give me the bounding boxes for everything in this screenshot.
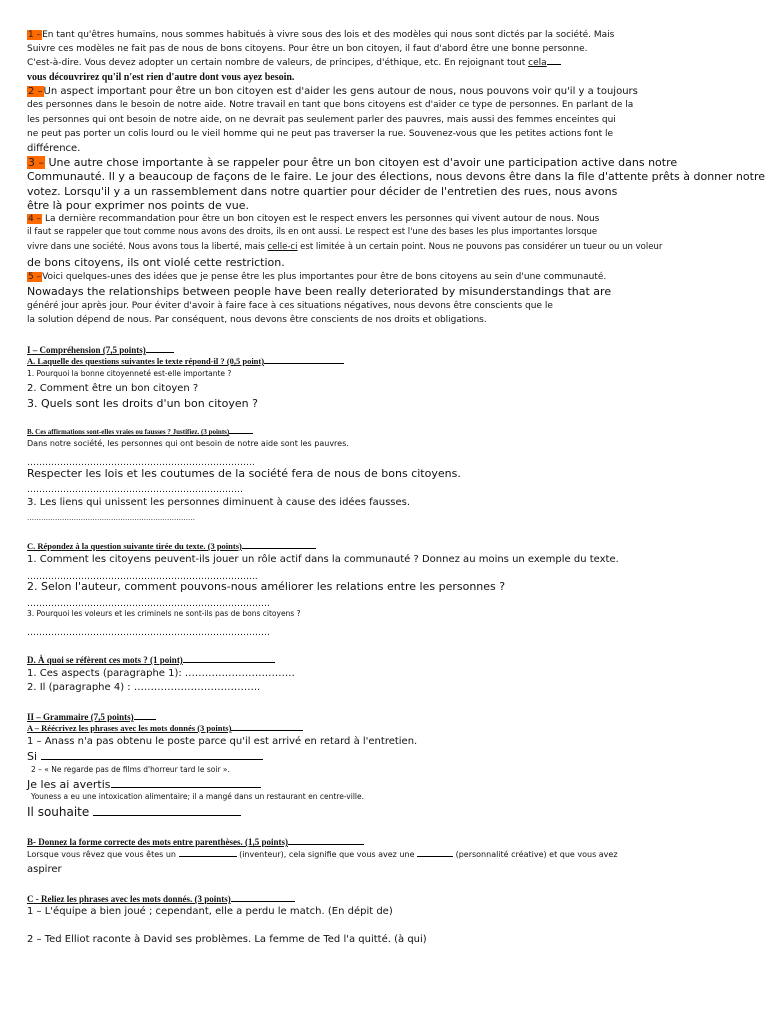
statement-b2: Respecter les lois et les coutumes de la société fera de nous de bons citoyens. bbox=[27, 467, 461, 480]
answer-blank[interactable] bbox=[93, 815, 241, 816]
link-sentence-1: 1 – L'équipe a bien joué ; cependant, elle a perdu le match. (En dépit de) bbox=[27, 906, 393, 917]
sentence-2a3: Youness a eu une intoxication alimentaire; il a mangé dans un restaurant en centre-ville. bbox=[31, 792, 364, 801]
reference-item-2: 2. Il (paragraphe 4) : ……………………………….. bbox=[27, 682, 261, 693]
paragraph-2-line-4: ne peut pas porter un colis lourd ou le vieil homme qui ne peut pas traverser la rue. Souvenez-vous que les petites actions font le bbox=[27, 129, 614, 139]
section-heading-comprehension: I – Compréhension (7,5 points) bbox=[27, 345, 174, 355]
rewrite-line-3: Il souhaite bbox=[27, 806, 241, 820]
subsection-heading-2a: A – Réécrivez les phrases avec les mots donnés (3 points) bbox=[27, 724, 303, 734]
answer-line-b2: ……………………………………………………………… bbox=[27, 485, 243, 495]
paragraph-5-line-3: généré jour après jour. Pour éviter d'avoir à faire face à ces situations négatives, nous devons être conscients que le bbox=[27, 301, 553, 311]
answer-line-c3: ……………………………………………………………………… bbox=[27, 628, 270, 638]
question-c2: 2. Selon l'auteur, comment pouvons-nous améliorer les relations entre les personnes ? bbox=[27, 580, 506, 593]
section-heading-grammar: II – Grammaire (7,5 points) bbox=[27, 712, 156, 722]
paragraph-4-line-4: de bons citoyens, ils ont violé cette restriction. bbox=[27, 256, 285, 269]
paragraph-2-line-5: différence. bbox=[27, 143, 81, 154]
answer-blank[interactable] bbox=[111, 787, 261, 788]
paragraph-number: 5 – bbox=[28, 272, 42, 282]
subsection-heading-b: B. Ces affirmations sont-elles vraies ou fausses ? Justifiez. (3 points) bbox=[27, 428, 253, 436]
paragraph-5-line-4: la solution dépend de nous. Par conséquent, nous devons être conscients de nos droits et obligations. bbox=[27, 315, 487, 325]
subsection-heading-a: A. Laquelle des questions suivantes le texte répond-il ? (0,5 point) bbox=[27, 357, 344, 367]
paragraph-1-line-4: vous découvrirez qu'il n'est rien d'autre dont vous ayez besoin. bbox=[27, 72, 295, 83]
answer-blank[interactable] bbox=[179, 856, 237, 857]
paragraph-4-line-2: il faut se rappeler que tout comme nous avons des droits, ils en ont aussi. Le respect est l'une des bases les plus importantes lorsque bbox=[27, 227, 598, 237]
question-c1: 1. Comment les citoyens peuvent-ils jouer un rôle actif dans la communauté ? Donnez au moins un exemple du texte. bbox=[27, 554, 619, 565]
answer-blank[interactable] bbox=[41, 759, 263, 760]
paragraph-1-line-2: Suivre ces modèles ne fait pas de nous de bons citoyens. Pour être un bon citoyen, il faut d'abord être une bonne personne. bbox=[27, 44, 588, 54]
answer-line-c2: ……………………………………………………………………… bbox=[27, 599, 270, 609]
statement-b3: 3. Les liens qui unissent les personnes diminuent à cause des idées fausses. bbox=[27, 497, 411, 508]
paragraph-2-line-3: les personnes qui ont besoin de notre aide, on ne devrait pas seulement parler des pauvres, mais aussi des femmes enceintes qui bbox=[27, 115, 616, 125]
word-form-sentence: Lorsque vous rêvez que vous êtes un (inventeur), cela signifie que vous avez une (personnalité créative) et que vous avez bbox=[27, 850, 618, 859]
paragraph-number: 4 – bbox=[28, 214, 42, 224]
subsection-heading-2c: C - Reliez les phrases avec les mots donnés. (3 points) bbox=[27, 894, 295, 904]
paragraph-2-line-1: 2 –Un aspect important pour être un bon citoyen est d'aider les gens autour de nous, nous pouvons voir qu'il y a toujours bbox=[28, 86, 638, 97]
question-c3: 3. Pourquoi les voleurs et les criminels ne sont-ils pas de bons citoyens ? bbox=[27, 609, 301, 618]
answer-line-b1: …………………………………………………………………. bbox=[27, 458, 255, 468]
sentence-2a1: 1 – Anass n'a pas obtenu le poste parce qu'il est arrivé en retard à l'entretien. bbox=[27, 736, 418, 747]
answer-blank[interactable] bbox=[417, 856, 453, 857]
question-a3: 3. Quels sont les droits d'un bon citoyen ? bbox=[27, 397, 258, 410]
paragraph-number: 2 – bbox=[28, 86, 43, 97]
paragraph-2-line-2: des personnes dans le besoin de notre aide. Notre travail en tant que bons citoyens est d'aider ce type de personnes. En parlant de la bbox=[27, 100, 634, 110]
paragraph-5-line-2: Nowadays the relationships between people have been really deteriorated by misunderstandings that are bbox=[27, 285, 612, 298]
rewrite-line-1: Si bbox=[27, 751, 263, 764]
underlined-word-celle-ci: celle-ci bbox=[267, 242, 298, 252]
reference-item-1: 1. Ces aspects (paragraphe 1): …………………………… bbox=[27, 668, 295, 679]
paragraph-3-line-2: Communauté. Il y a beaucoup de façons de le faire. Le jour des élections, nous devons être dans la file d'attente prêts à donner notre bbox=[27, 170, 765, 183]
answer-line-b3: ……………………………………………………………… bbox=[27, 514, 195, 522]
paragraph-3-line-4: être là pour exprimer nos points de vue. bbox=[27, 199, 249, 212]
word-form-sentence-end: aspirer bbox=[27, 864, 62, 875]
question-a1: 1. Pourquoi la bonne citoyenneté est-elle importante ? bbox=[27, 369, 232, 378]
paragraph-3-line-1: 3 – Une autre chose importante à se rappeler pour être un bon citoyen est d'avoir une participation active dans notre bbox=[28, 156, 678, 169]
underline-blank bbox=[547, 64, 561, 65]
answer-line-c1: ………………………………………………………………….. bbox=[27, 572, 258, 582]
subsection-heading-d: D. À quoi se réfèrent ces mots ? (1 point) bbox=[27, 655, 275, 665]
sentence-2a2: 2 – « Ne regarde pas de films d'horreur tard le soir ». bbox=[31, 765, 230, 774]
statement-b1: Dans notre société, les personnes qui ont besoin de notre aide sont les pauvres. bbox=[27, 439, 349, 448]
paragraph-1-line-3: C'est-à-dire. Vous devez adopter un certain nombre de valeurs, de principes, d'éthique, etc. En rejoignant tout cela bbox=[27, 58, 561, 68]
subsection-heading-c: C. Répondez à la question suivante tirée du texte. (3 points) bbox=[27, 542, 316, 552]
paragraph-5-line-1: 5 –Voici quelques-unes des idées que je pense être les plus importantes pour être de bons citoyens au sein d'une communauté. bbox=[28, 272, 607, 282]
paragraph-4-line-1: 4 – La dernière recommandation pour être un bon citoyen est le respect envers les personnes qui vivent autour de nous. Nous bbox=[28, 214, 600, 224]
paragraph-3-line-3: votez. Lorsqu'il y a un rassemblement dans notre quartier pour décider de l'entretien des rues, nous avons bbox=[27, 185, 618, 198]
link-sentence-2: 2 – Ted Elliot raconte à David ses problèmes. La femme de Ted l'a quitté. (à qui) bbox=[27, 934, 427, 945]
subsection-heading-2b: B- Donnez la forme correcte des mots entre parenthèses. (1,5 points) bbox=[27, 837, 364, 847]
question-a2: 2. Comment être un bon citoyen ? bbox=[27, 383, 199, 394]
paragraph-number: 1 – bbox=[28, 30, 42, 40]
rewrite-line-2: Je les ai avertis bbox=[27, 779, 261, 792]
paragraph-number: 3 – bbox=[28, 156, 44, 169]
paragraph-4-line-3: vivre dans une société. Nous avons tous la liberté, mais celle-ci est limitée à un certain point. Nous ne pouvons pas considérer un tueur ou un voleur bbox=[27, 242, 663, 252]
paragraph-1-line-1: 1 –En tant qu'êtres humains, nous sommes habitués à vivre sous des lois et des modèles qui nous sont dictés par la société. Mais bbox=[28, 30, 615, 40]
underlined-word-cela: cela bbox=[528, 58, 547, 68]
